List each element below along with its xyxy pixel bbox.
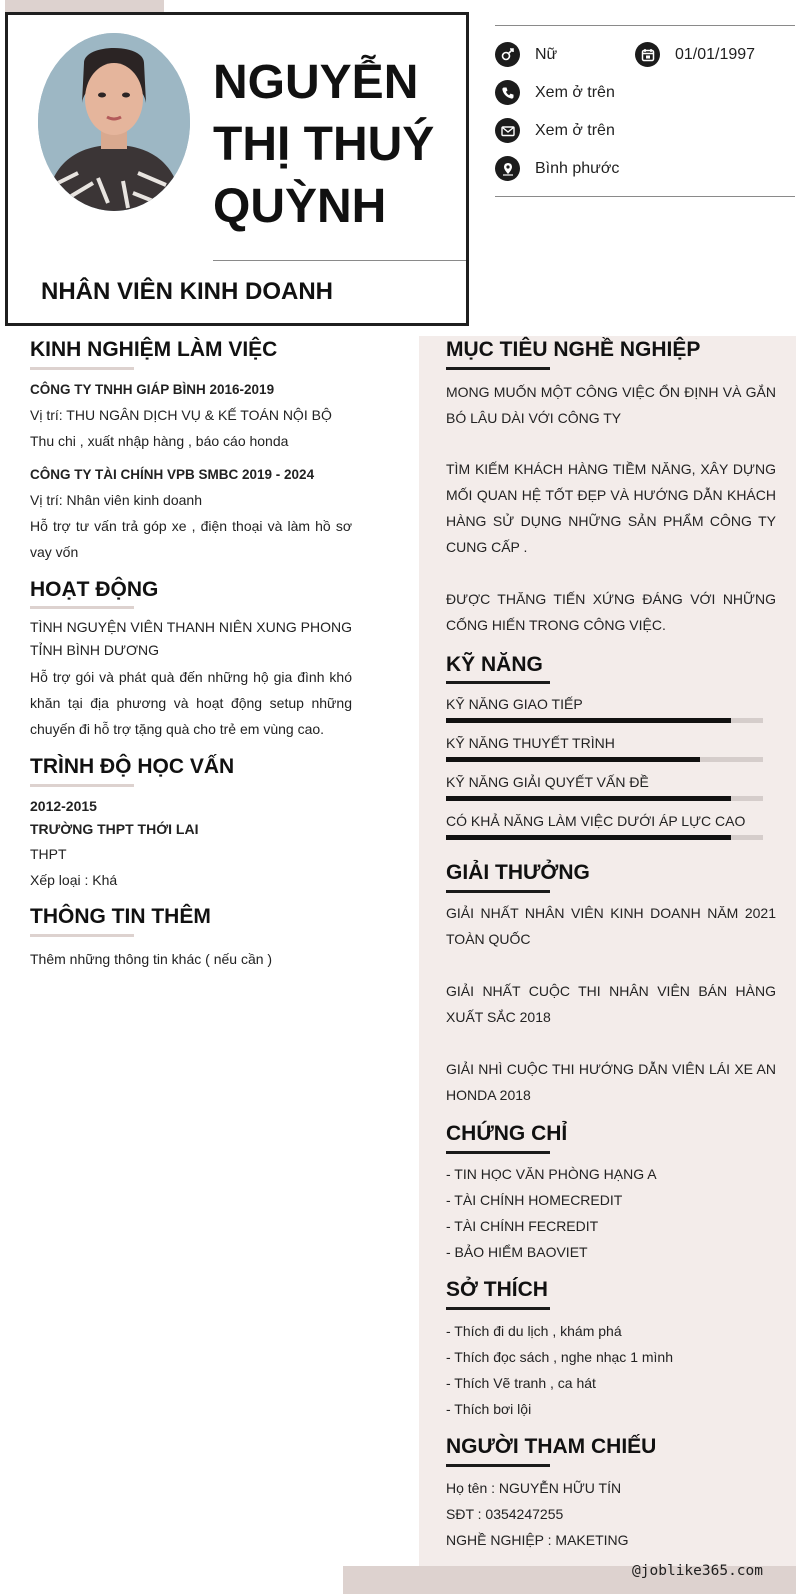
skill-3-label: KỸ NĂNG GIẢI QUYẾT VẤN ĐỀ: [446, 774, 649, 790]
phone-row: [495, 80, 615, 105]
skill-2-bar: [446, 757, 763, 762]
objective-paragraph-1: MONG MUỐN MỘT CÔNG VIỆC ỔN ĐỊNH VÀ GẮN BÓ LÂU DÀI VỚI CÔNG TY: [446, 384, 776, 426]
gender-row: [495, 42, 557, 67]
reference-underline: [446, 1464, 550, 1467]
location-pin-icon: [495, 156, 520, 181]
job-title: NHÂN VIÊN KINH DOANH: [41, 278, 334, 305]
objective-paragraph-3: ĐƯỢC THĂNG TIẾN XỨNG ĐÁNG VỚI NHỮNG CỐNG HIẾN TRONG CÔNG VIỆC.: [446, 591, 776, 633]
skills-underline: [446, 681, 550, 684]
award-3: GIẢI NHÌ CUỘC THI HƯỚNG DẪN VIÊN LÁI XE AN HONDA 2018: [446, 1061, 776, 1103]
hobby-2: - Thích đọc sách , nghe nhạc 1 mình: [446, 1349, 673, 1365]
job-2-description: Hỗ trợ tư vấn trả góp xe , điện thoại và làm hồ sơ vay vốn: [30, 518, 352, 560]
reference-job: NGHỀ NGHIỆP : MAKETING: [446, 1532, 629, 1548]
awards-underline: [446, 890, 550, 893]
calendar-icon: [635, 42, 660, 67]
phone-icon: [495, 80, 520, 105]
awards-heading: GIẢI THƯỞNG: [446, 861, 590, 884]
full-name-line-2: THỊ THUÝ: [213, 118, 435, 171]
portrait-photo: [38, 33, 190, 211]
full-name-line-1: NGUYỄN: [213, 56, 419, 109]
skill-1-label: KỸ NĂNG GIAO TIẾP: [446, 696, 583, 712]
education-school: TRƯỜNG THPT THỚI LAI: [30, 821, 199, 837]
certificate-2: - TÀI CHÍNH HOMECREDIT: [446, 1192, 623, 1208]
hobbies-heading: SỞ THÍCH: [446, 1278, 548, 1301]
full-name-line-3: QUỲNH: [213, 180, 387, 233]
skill-1-fill: [446, 718, 731, 723]
email-row: [495, 118, 615, 143]
skill-3-bar: [446, 796, 763, 801]
phone-value: Xem ở trên: [535, 83, 615, 101]
job-1-description: Thu chi , xuất nhập hàng , báo cáo honda: [30, 433, 289, 449]
education-years: 2012-2015: [30, 798, 97, 814]
more-info-heading: THÔNG TIN THÊM: [30, 905, 211, 928]
hobbies-underline: [446, 1307, 550, 1310]
job-1-company: CÔNG TY TNHH GIÁP BÌNH 2016-2019: [30, 382, 275, 397]
skill-4-label: CÓ KHẢ NĂNG LÀM VIỆC DƯỚI ÁP LỰC CAO: [446, 813, 746, 829]
award-2: GIẢI NHẤT CUỘC THI NHÂN VIÊN BÁN HÀNG XUẤT SẮC 2018: [446, 983, 776, 1025]
skill-2-label: KỸ NĂNG THUYẾT TRÌNH: [446, 735, 615, 751]
job-2-company: CÔNG TY TÀI CHÍNH VPB SMBC 2019 - 2024: [30, 467, 315, 482]
skills-heading: KỸ NĂNG: [446, 653, 543, 676]
certificates-underline: [446, 1151, 550, 1154]
contact-bottom-divider: [495, 196, 795, 197]
footer-watermark: @joblike365.com: [632, 1563, 763, 1579]
hobby-4: - Thích bơi lội: [446, 1401, 532, 1417]
address-row: [495, 156, 619, 181]
more-info-underline: [30, 934, 134, 937]
skill-4-fill: [446, 835, 731, 840]
avatar: [38, 33, 190, 211]
education-underline: [30, 784, 134, 787]
skill-1-bar: [446, 718, 763, 723]
birthdate-value: 01/01/1997: [675, 45, 756, 63]
experience-heading: KINH NGHIỆM LÀM VIỆC: [30, 338, 278, 361]
more-info-text: Thêm những thông tin khác ( nếu cần ): [30, 951, 273, 967]
reference-name: Họ tên : NGUYỄN HỮU TÍN: [446, 1480, 622, 1496]
skill-4-bar: [446, 835, 763, 840]
certificate-4: - BẢO HIỂM BAOVIET: [446, 1244, 588, 1260]
experience-underline: [30, 367, 134, 370]
birthdate-row: [635, 42, 755, 67]
activities-underline: [30, 606, 134, 609]
objective-underline: [446, 367, 550, 370]
objective-paragraph-2: TÌM KIẾM KHÁCH HÀNG TIỀM NĂNG, XÂY DỰNG MỐI QUAN HỆ TỐT ĐẸP VÀ HƯỚNG DẪN KHÁCH HÀNG SỬ DỤNG NHỮNG SẢN PHẨM CÔNG TY CUNG CẤP .: [446, 461, 776, 555]
award-1: GIẢI NHẤT NHÂN VIÊN KINH DOANH NĂM 2021 TOÀN QUỐC: [446, 905, 776, 947]
certificates-heading: CHỨNG CHỈ: [446, 1122, 568, 1145]
activities-heading: HOẠT ĐỘNG: [30, 578, 159, 601]
job-1-position: Vị trí: THU NGÂN DỊCH VỤ & KẾ TOÁN NỘI BỘ: [30, 407, 332, 423]
reference-phone: SĐT : 0354247255: [446, 1506, 564, 1522]
hobby-1: - Thích đi du lịch , khám phá: [446, 1323, 622, 1339]
objective-heading: MỤC TIÊU NGHỀ NGHIỆP: [446, 338, 701, 361]
name-divider: [213, 260, 466, 261]
job-2-position: Vị trí: Nhân viên kinh doanh: [30, 492, 202, 508]
reference-heading: NGƯỜI THAM CHIẾU: [446, 1435, 657, 1458]
contact-top-divider: [495, 25, 795, 26]
certificate-3: - TÀI CHÍNH FECREDIT: [446, 1218, 599, 1234]
education-heading: TRÌNH ĐỘ HỌC VẤN: [30, 755, 235, 778]
activities-org: TÌNH NGUYỆN VIÊN THANH NIÊN XUNG PHONG TỈNH BÌNH DƯƠNG: [30, 619, 352, 658]
skill-3-fill: [446, 796, 731, 801]
email-value: Xem ở trên: [535, 121, 615, 139]
gender-icon: [495, 42, 520, 67]
certificate-1: - TIN HỌC VĂN PHÒNG HẠNG A: [446, 1166, 657, 1182]
activities-description: Hỗ trợ gói và phát quà đến những hộ gia đình khó khăn tại địa phương và hoạt động setup những chuyến đi hỗ trợ tặng quà cho trẻ em vùng cao.: [30, 669, 352, 737]
hobby-3: - Thích Vẽ tranh , ca hát: [446, 1375, 596, 1391]
gender-value: Nữ: [535, 45, 558, 63]
address-value: Bình phước: [535, 159, 620, 177]
education-level: THPT: [30, 846, 67, 862]
mail-icon: [495, 118, 520, 143]
skill-2-fill: [446, 757, 700, 762]
education-rank: Xếp loại : Khá: [30, 872, 118, 888]
